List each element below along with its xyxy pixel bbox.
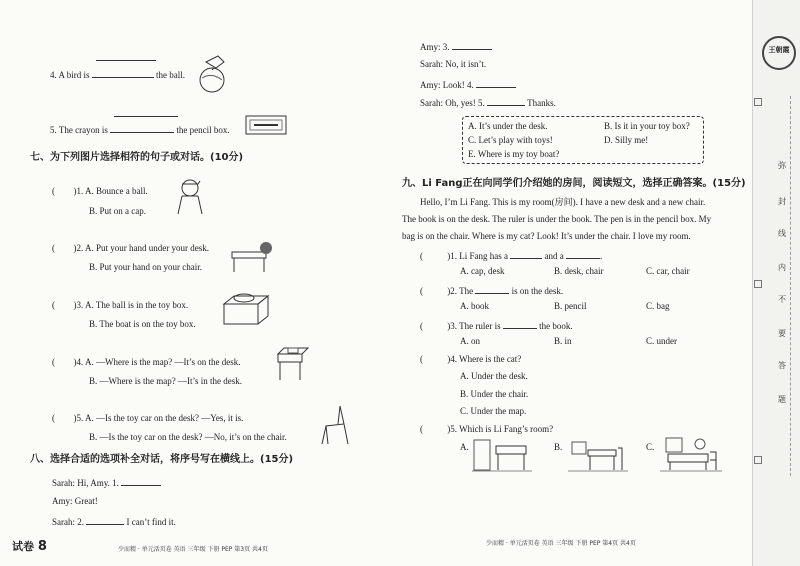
q4-opt-c: C. Under the map.: [460, 406, 527, 416]
seal-char: 线: [778, 229, 786, 238]
option-a: A. It’s under the desk.: [468, 121, 548, 131]
q1-opt-b: B. desk, chair: [554, 266, 604, 276]
s7-item-3: ( )3. A. The ball is in the toy box.: [52, 300, 189, 310]
q1-opt-a: A. cap, desk: [460, 266, 505, 276]
q4-opt-a: A. Under the desk.: [460, 371, 528, 381]
passage-line-2: The book is on the desk. The ruler is under the book. The pen is in the pencil box. My: [402, 214, 712, 224]
footer-right-page: 少而精 · 单元活页卷 英语 三年级 下册 PEP 第4页 共4页: [486, 540, 636, 547]
boy-cap-image: [170, 176, 210, 216]
seal-mark-icon: [754, 280, 762, 288]
answer-blank[interactable]: [510, 249, 542, 259]
q4-line: 4. A bird is the ball.: [50, 70, 186, 80]
answer-blank[interactable]: [86, 515, 124, 525]
q1-opt-c: C. car, chair: [646, 266, 690, 276]
question-5: ( )5. Which is Li Fang’s room?: [420, 424, 554, 434]
answer-blank[interactable]: [503, 319, 537, 329]
s7-item-4: ( )4. A. —Where is the map? —It’s on the desk.: [52, 357, 241, 367]
q4-opt-b: B. Under the chair.: [460, 389, 529, 399]
footer-left-page: 少而精 · 单元活页卷 英语 三年级 下册 PEP 第3页 共4页: [118, 546, 268, 553]
bird-on-ball-image: [196, 50, 232, 94]
answer-blank[interactable]: [452, 40, 492, 50]
dialog-line-2: Amy: Great!: [52, 496, 98, 506]
answer-blank[interactable]: [487, 96, 525, 106]
section-9-title: 九、Li Fang正在向同学们介绍她的房间，阅读短文，选择正确答案。(15分): [402, 178, 746, 189]
r-dialog-4: Sarah: Oh, yes! 5. Thanks.: [420, 98, 556, 108]
q3-opt-b: B. in: [554, 336, 572, 346]
seal-char: 内: [778, 263, 786, 272]
room-c-image: [660, 436, 724, 474]
r-dialog-3: Amy: Look! 4.: [420, 78, 516, 91]
s7-item-2-b: B. Put your hand on your chair.: [89, 262, 202, 272]
section-8-title: 八、选择合适的选项补全对话，将序号写在横线上。(15分): [30, 454, 294, 465]
hand-desk-image: [230, 238, 278, 274]
passage-line-3: bag is on the chair. Where is my cat? Look! It’s under the chair. I love my room.: [402, 231, 691, 241]
s7-item-1-b: B. Put on a cap.: [89, 206, 146, 216]
q2-opt-c: C. bag: [646, 301, 670, 311]
q3-opt-c: C. under: [646, 336, 677, 346]
seal-mark-icon: [754, 456, 762, 464]
option-e: E. Where is my toy boat?: [468, 149, 560, 159]
seal-char: 要: [778, 329, 786, 338]
s7-item-2: ( )2. A. Put your hand under your desk.: [52, 243, 209, 253]
answer-blank[interactable]: [476, 78, 516, 88]
seal-mark-icon: [754, 98, 762, 106]
q2-opt-b: B. pencil: [554, 301, 587, 311]
s7-item-4-b: B. —Where is the map? —It’s in the desk.: [89, 376, 242, 386]
answer-line-top: [96, 60, 156, 61]
answer-blank[interactable]: [475, 284, 509, 294]
q5-opt-b: B.: [554, 442, 563, 452]
q5-opt-c: C.: [646, 442, 655, 452]
q3-opt-a: A. on: [460, 336, 480, 346]
dialog-line-1: Sarah: Hi, Amy. 1.: [52, 476, 161, 489]
s7-item-3-b: B. The boat is on the toy box.: [89, 319, 196, 329]
brand-logo-text: 王朝霞: [768, 46, 790, 54]
seal-char: 封: [778, 197, 786, 206]
map-desk-image: [274, 344, 310, 382]
section-7-title: 七、为下列图片选择相符的句子或对话。(10分): [30, 152, 244, 163]
q5-line: 5. The crayon is the pencil box.: [50, 125, 230, 135]
room-b-image: [568, 438, 630, 474]
seal-char: 不: [778, 295, 786, 304]
answer-blank[interactable]: [566, 249, 600, 259]
r-dialog-1: Amy: 3.: [420, 40, 492, 53]
toy-box-ball-image: [218, 292, 274, 328]
passage-line-1: Hello, I’m Li Fang. This is my room(房间). I have a new desk and a new chair.: [420, 197, 706, 207]
question-1: ( )1. Li Fang has a and a .: [420, 251, 603, 261]
answer-blank[interactable]: [92, 68, 154, 78]
option-c: C. Let’s play with toys!: [468, 135, 553, 145]
question-3: ( )3. The ruler is the book.: [420, 321, 573, 331]
seal-line: [790, 96, 791, 476]
question-2: ( )2. The is on the desk.: [420, 286, 564, 296]
q5-opt-a: A.: [460, 442, 469, 452]
r-dialog-2: Sarah: No, it isn’t.: [420, 59, 487, 69]
answer-line-top: [114, 116, 178, 117]
answer-blank[interactable]: [121, 476, 161, 486]
s7-item-1: ( )1. A. Bounce a ball.: [52, 186, 148, 196]
chair-toy-car-image: [318, 404, 352, 446]
option-d: D. Silly me!: [604, 135, 649, 145]
crayon-pencil-box-image: [244, 112, 288, 138]
option-b: B. Is it in your toy box?: [604, 121, 690, 131]
seal-char: 弥: [778, 161, 786, 170]
footer-label: 试卷 8: [12, 539, 47, 554]
seal-char: 答: [778, 361, 786, 370]
answer-blank[interactable]: [110, 123, 174, 133]
q2-opt-a: A. book: [460, 301, 489, 311]
s7-item-5: ( )5. A. —Is the toy car on the desk? —Yes, it is.: [52, 413, 244, 423]
question-4: ( )4. Where is the cat?: [420, 354, 522, 364]
seal-char: 题: [778, 395, 786, 404]
s7-item-5-b: B. —Is the toy car on the desk? —No, it’s on the chair.: [89, 432, 287, 442]
dialog-line-3: Sarah: 2. I can’t find it.: [52, 517, 176, 527]
room-a-image: [472, 438, 534, 474]
